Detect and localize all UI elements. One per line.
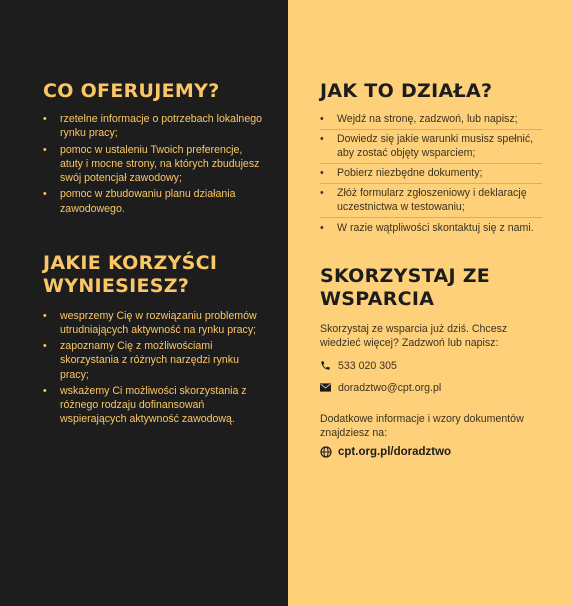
offer-section: [43, 80, 268, 216]
bullet: •: [43, 309, 47, 322]
bullet: •: [43, 188, 47, 201]
bullet: •: [320, 113, 324, 125]
phone-contact[interactable]: [320, 360, 542, 372]
support-intro: Skorzystaj ze wsparcia już dziś. Chcesz wiedzieć więcej? Zadzwoń lub napisz:: [320, 322, 508, 349]
benefits-list: [43, 309, 268, 427]
bullet: •: [320, 187, 324, 200]
benefits-section: [43, 252, 268, 427]
bullet: •: [43, 113, 47, 125]
list-item: • rzetelne informacje o potrzebach lokalnego rynku pracy;: [43, 113, 262, 140]
website-url: cpt.org.pl/doradztwo: [338, 445, 452, 458]
list-item: • pomoc w ustaleniu Twoich preferencje, atuty i mocne strony, na których zbudujesz swój potencjał zawodowy;: [43, 143, 260, 184]
right-column: [288, 0, 572, 606]
benefits-heading: JAKIE KORZYŚCI WYNIESIESZ?: [43, 251, 218, 297]
list-item: • Pobierz niezbędne dokumenty;: [320, 163, 542, 181]
how-heading: JAK TO DZIAŁA?: [320, 80, 493, 102]
phone-number: 533 020 305: [338, 359, 397, 372]
mail-icon: [320, 383, 338, 392]
list-item: • wesprzemy Cię w rozwiązaniu problemów utrudniających aktywność na rynku pracy;: [43, 309, 257, 336]
globe-icon: [320, 446, 338, 458]
list-item: • pomoc w zbudowaniu planu działania zawodowego.: [43, 188, 236, 215]
how-section: [320, 80, 542, 235]
list-item: • Wejdź na stronę, zadzwoń, lub napisz;: [320, 113, 518, 125]
phone-icon: [320, 360, 338, 371]
bullet: •: [43, 340, 47, 353]
how-list: [320, 112, 542, 235]
bullet: •: [43, 143, 47, 156]
offer-list: [43, 112, 268, 216]
offer-heading: CO OFERUJEMY?: [43, 80, 220, 102]
list-item: • Złóż formularz zgłoszeniowy i deklarację uczestnictwa w testowaniu;: [320, 183, 542, 215]
bullet: •: [320, 133, 324, 146]
list-item: • wskażemy Ci możliwości skorzystania z różnego rodzaju dofinansowań wspierających aktywność zawodową.: [43, 385, 247, 426]
email-address: doradztwo@cpt.org.pl: [338, 381, 442, 394]
support-section: [320, 265, 542, 458]
extra-info: Dodatkowe informacje i wzory dokumentów znajdziesz na:: [320, 412, 524, 439]
website-link[interactable]: [320, 446, 542, 458]
email-contact[interactable]: [320, 382, 542, 394]
bullet: •: [320, 167, 324, 180]
list-item: • Dowiedz się jakie warunki musisz spełnić, aby zostać objęty wsparciem;: [320, 129, 542, 161]
list-item: • W razie wątpliwości skontaktuj się z nami.: [320, 217, 542, 235]
list-item: • zapoznamy Cię z możliwościami skorzystania z różnych narzędzi rynku pracy;: [43, 340, 239, 381]
bullet: •: [320, 221, 324, 234]
bullet: •: [43, 385, 47, 398]
support-heading: SKORZYSTAJ ZE WSPARCIA: [320, 264, 491, 310]
